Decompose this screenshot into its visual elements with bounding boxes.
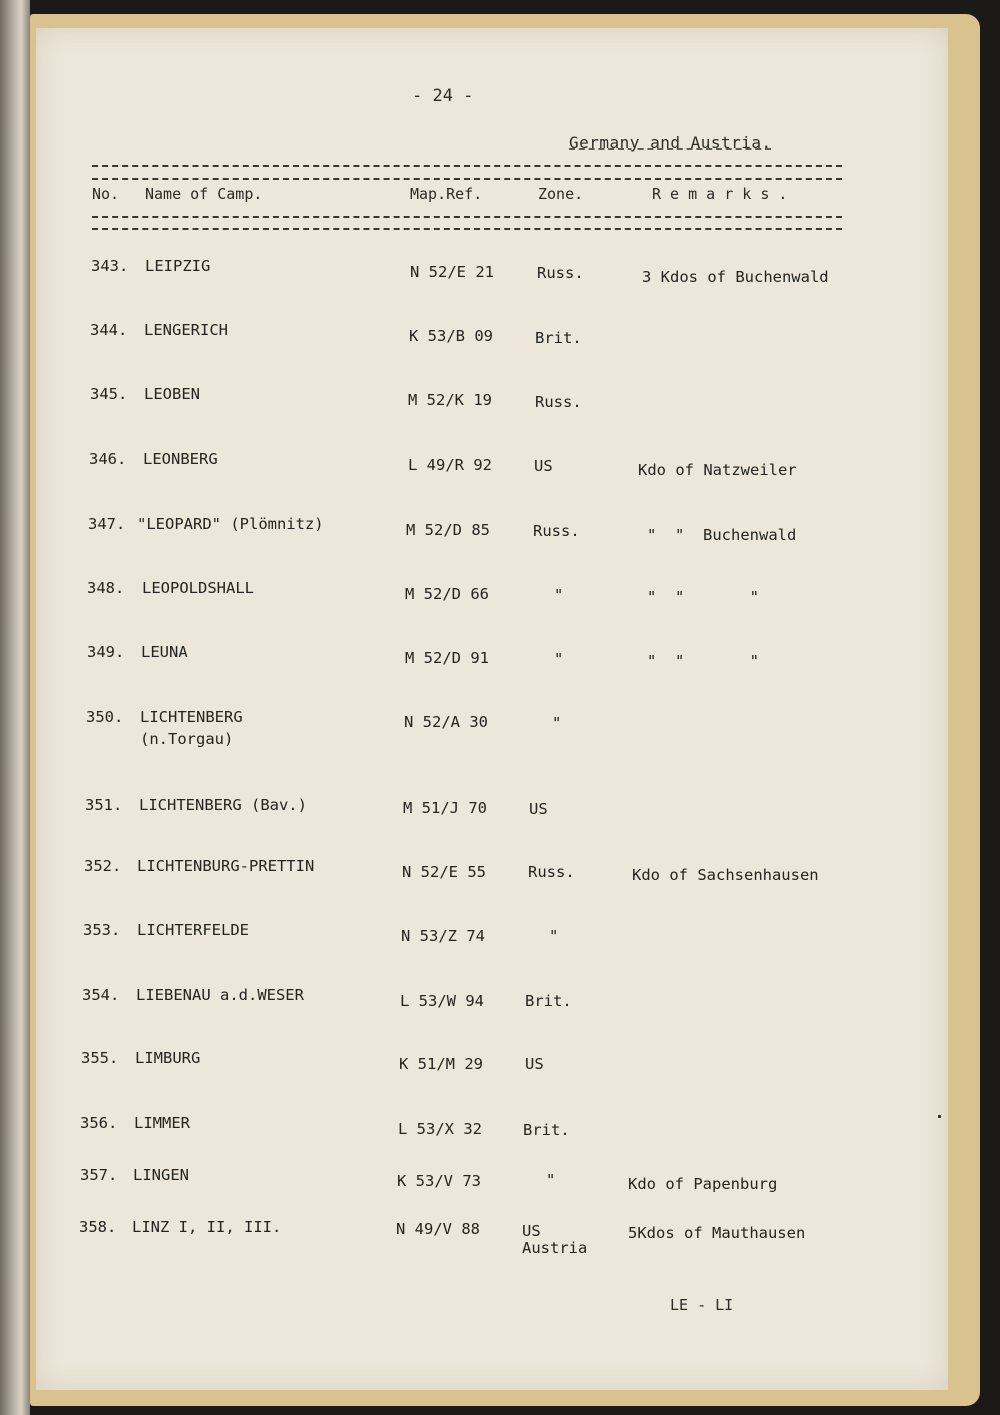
camp-name: LICHTENBERG (Bav.) [139, 796, 307, 814]
remarks: " " Buchenwald [647, 526, 797, 544]
camp-name: LEUNA [141, 643, 188, 661]
map-ref: L 53/X 32 [398, 1120, 482, 1138]
row-number: 353. [83, 921, 121, 939]
zone: Russ. [537, 264, 584, 282]
camp-name: LENGERICH [144, 321, 228, 339]
table-row [0, 986, 1000, 1026]
table-row [0, 796, 1000, 836]
map-ref: N 52/E 21 [410, 263, 494, 281]
table-row [0, 708, 1000, 754]
zone: Russ. [528, 863, 575, 881]
map-ref: K 51/M 29 [399, 1055, 483, 1073]
row-number: 356. [80, 1114, 118, 1132]
remarks: Kdo of Sachsenhausen [632, 866, 819, 884]
footer-index-code: LE - LI [670, 1296, 734, 1314]
zone: Russ. [535, 393, 582, 411]
row-number: 357. [80, 1166, 118, 1184]
map-ref: K 53/V 73 [397, 1172, 481, 1190]
table-row [0, 1049, 1000, 1089]
table-row [0, 1114, 1000, 1154]
map-ref: M 52/D 66 [405, 585, 489, 603]
table-row [0, 385, 1000, 425]
camp-name: LINGEN [133, 1166, 189, 1184]
remarks: Kdo of Papenburg [628, 1175, 778, 1193]
zone: US [534, 457, 553, 475]
table-row [0, 321, 1000, 361]
row-number: 348. [87, 579, 125, 597]
zone: Russ. [533, 522, 580, 540]
header-top-rule-2 [92, 178, 842, 180]
camp-name: LEOPOLDSHALL [142, 579, 254, 597]
table-row [0, 515, 1000, 555]
row-number: 345. [90, 385, 128, 403]
row-number: 350. [86, 708, 124, 726]
table-row [0, 579, 1000, 619]
zone: Brit. [525, 992, 572, 1010]
map-ref: N 52/A 30 [404, 713, 488, 731]
row-number: 347. [88, 515, 126, 533]
camp-name-qualifier: (n.Torgau) [140, 730, 234, 748]
section-title: Germany and Austria. [569, 133, 772, 152]
header-remarks: R e m a r k s . [652, 185, 788, 203]
zone: " [552, 714, 562, 732]
zone: Brit. [523, 1121, 570, 1139]
row-number: 343. [91, 257, 129, 275]
remarks: 3 Kdos of Buchenwald [642, 268, 829, 286]
camp-name: LEOBEN [144, 385, 200, 403]
map-ref: L 53/W 94 [400, 992, 484, 1010]
map-ref: N 53/Z 74 [401, 927, 485, 945]
header-bottom-rule [92, 216, 842, 218]
map-ref: N 52/E 55 [402, 863, 486, 881]
table-row [0, 257, 1000, 297]
ink-speck [938, 1115, 941, 1118]
zone: " [554, 586, 564, 604]
camp-name: LINZ I, II, III. [132, 1218, 282, 1236]
row-number: 349. [87, 643, 125, 661]
remarks: " " " [647, 652, 759, 670]
table-row [0, 643, 1000, 683]
table-row [0, 450, 1000, 490]
zone: US [525, 1055, 544, 1073]
remarks: 5Kdos of Mauthausen [628, 1224, 806, 1242]
map-ref: L 49/R 92 [408, 456, 492, 474]
map-ref: M 51/J 70 [403, 799, 487, 817]
row-number: 355. [81, 1049, 119, 1067]
row-number: 346. [89, 450, 127, 468]
row-number: 352. [84, 857, 122, 875]
camp-name: LIMMER [134, 1114, 190, 1132]
remarks: Kdo of Natzweiler [638, 461, 797, 479]
map-ref: K 53/B 09 [409, 327, 493, 345]
table-row [0, 1218, 1000, 1262]
row-number: 358. [79, 1218, 117, 1236]
camp-name: "LEOPARD" (Plömnitz) [137, 515, 324, 533]
page-number: - 24 - [412, 86, 474, 106]
table-row [0, 857, 1000, 897]
camp-name: LICHTENBURG-PRETTIN [137, 857, 315, 875]
camp-name: LICHTENBERG [140, 708, 243, 726]
row-number: 354. [82, 986, 120, 1004]
table-row [0, 1166, 1000, 1206]
camp-name: LEIPZIG [145, 257, 211, 275]
row-number: 344. [90, 321, 128, 339]
camp-name: LEONBERG [143, 450, 218, 468]
zone: Brit. [535, 329, 582, 347]
table-header [0, 185, 1000, 213]
header-name: Name of Camp. [145, 185, 263, 203]
map-ref: N 49/V 88 [396, 1220, 480, 1238]
remarks: " " " [647, 588, 759, 606]
camp-name: LIEBENAU a.d.WESER [136, 986, 304, 1004]
zone: " [546, 1171, 556, 1189]
header-map-ref: Map.Ref. [410, 185, 483, 203]
header-top-rule [92, 165, 842, 167]
table-row [0, 921, 1000, 961]
zone: " [549, 927, 559, 945]
camp-name: LICHTERFELDE [137, 921, 249, 939]
camp-name: LIMBURG [135, 1049, 201, 1067]
zone-country: Austria [522, 1239, 588, 1257]
map-ref: M 52/K 19 [408, 391, 492, 409]
map-ref: M 52/D 91 [405, 649, 489, 667]
zone: US [522, 1222, 541, 1240]
header-no: No. [92, 185, 120, 203]
header-zone: Zone. [538, 185, 584, 203]
map-ref: M 52/D 85 [406, 521, 490, 539]
zone: " [554, 650, 564, 668]
row-number: 351. [85, 796, 123, 814]
zone: US [529, 800, 548, 818]
header-bottom-rule-2 [92, 228, 842, 230]
